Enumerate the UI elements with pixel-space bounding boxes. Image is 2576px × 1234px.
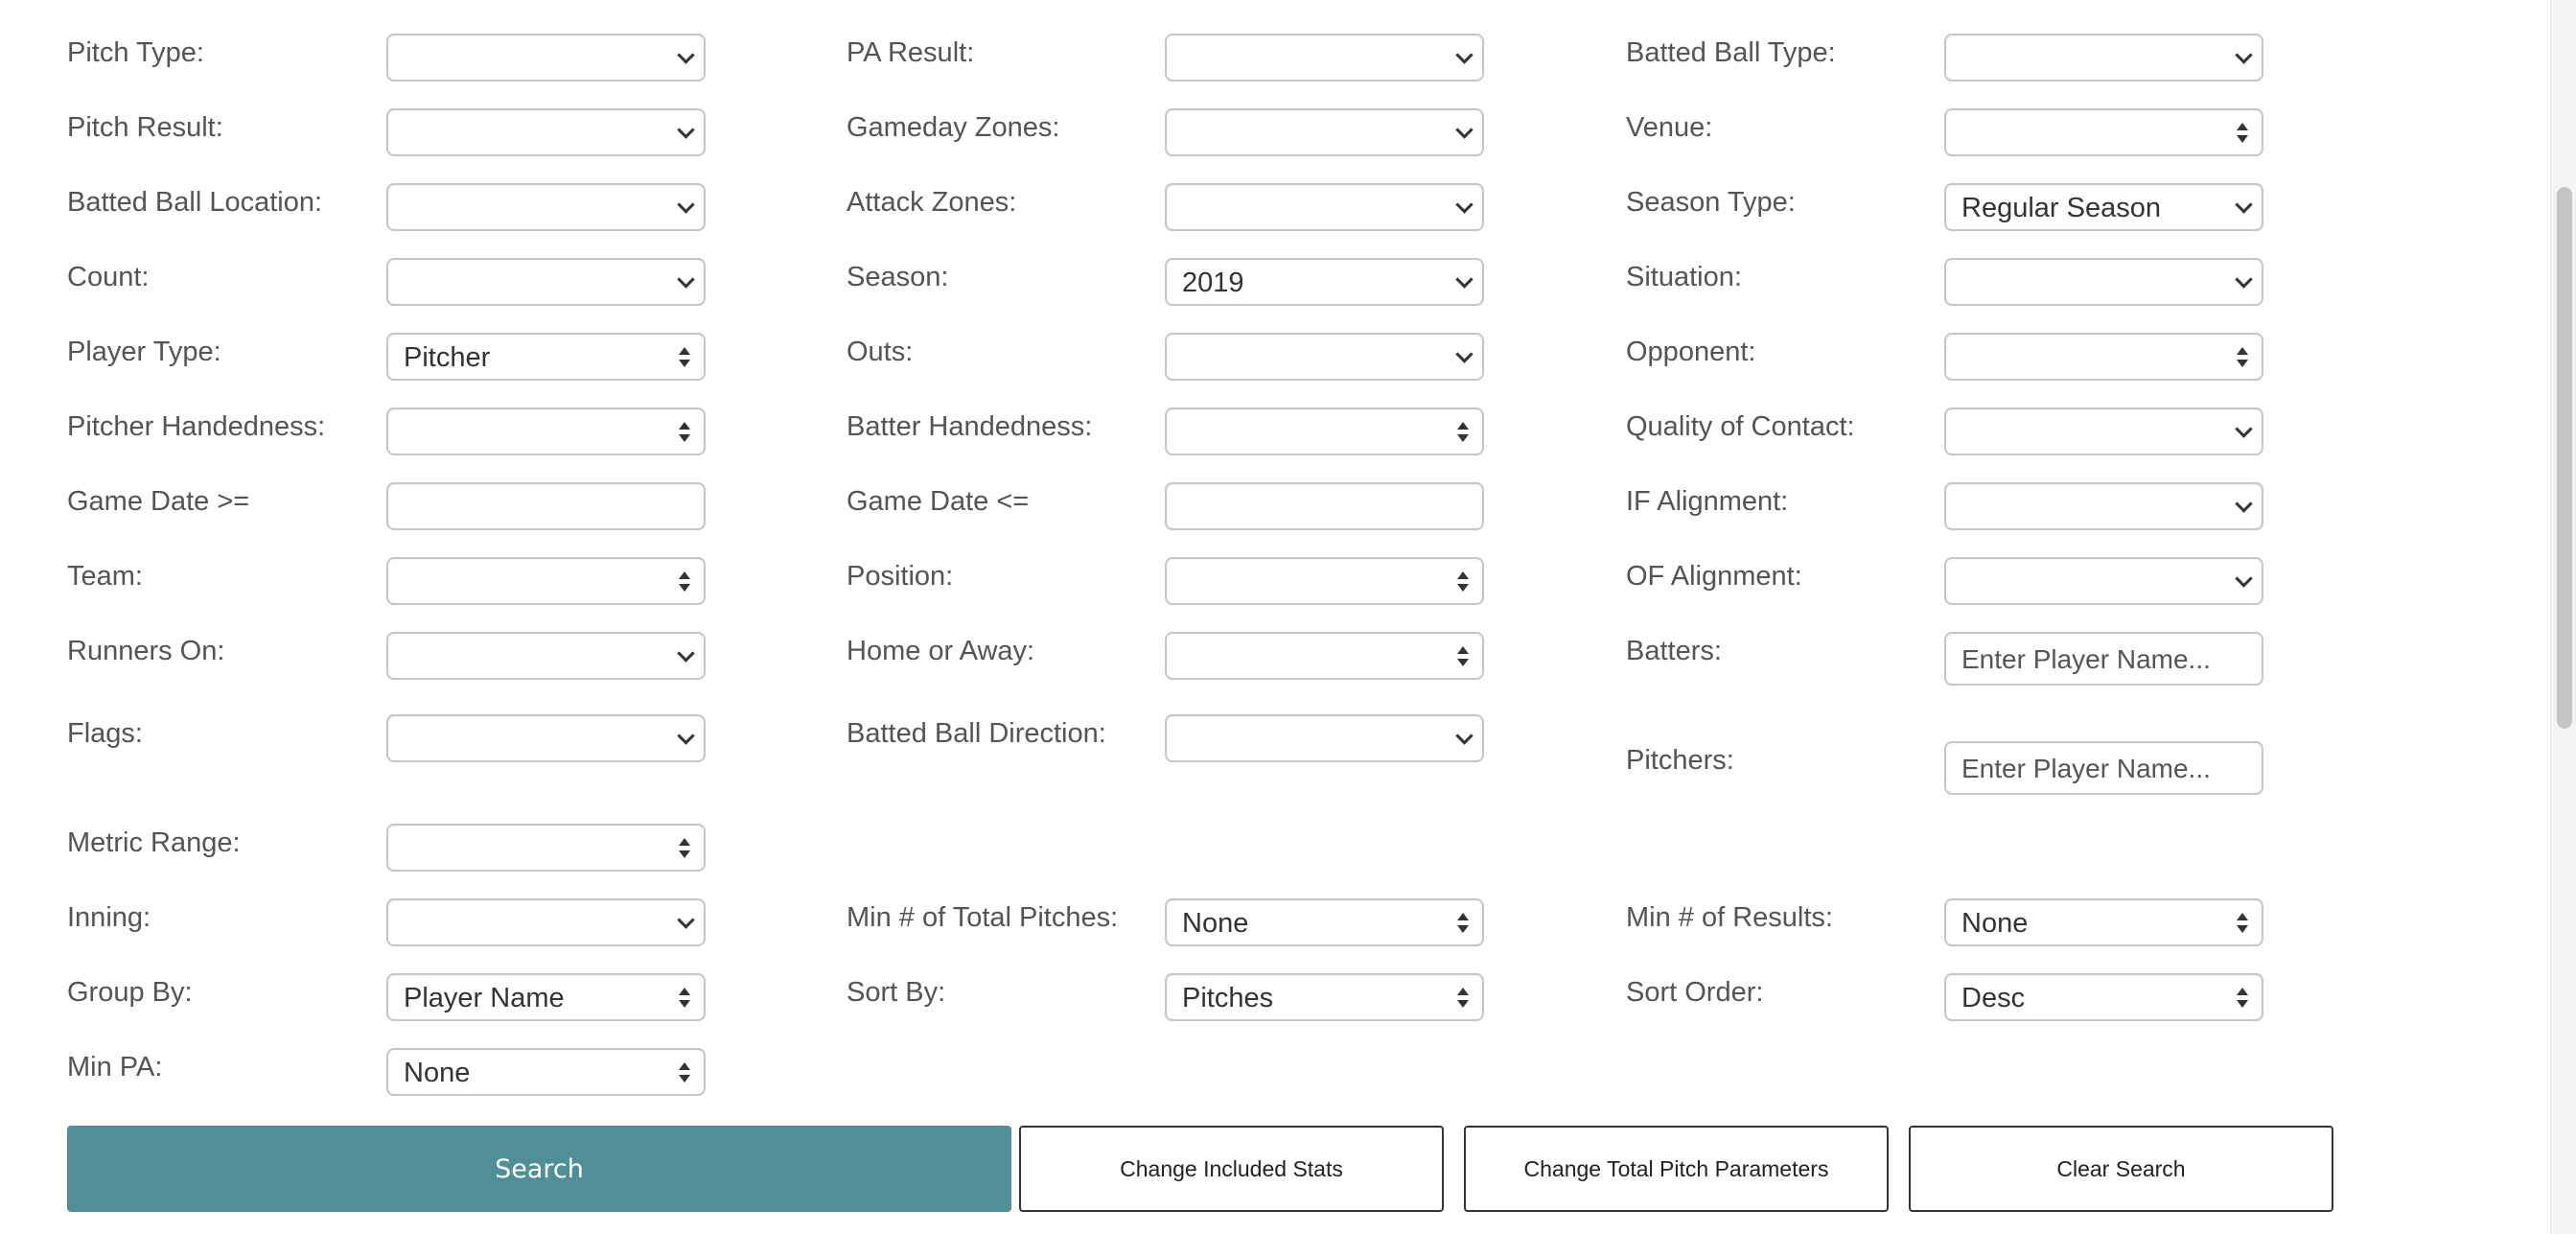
if-alignment-label: IF Alignment: — [1626, 486, 1789, 517]
chevron-down-icon — [2235, 270, 2252, 288]
of-alignment-label: OF Alignment: — [1626, 561, 1802, 592]
min-total-pitches-select[interactable]: None — [1165, 898, 1484, 946]
sort-arrows-icon — [679, 1062, 692, 1085]
pa-result-label: PA Result: — [847, 37, 975, 68]
chevron-down-icon — [677, 911, 694, 928]
min-total-pitches-label: Min # of Total Pitches: — [847, 902, 1119, 933]
chevron-down-icon — [2235, 420, 2252, 437]
game-date-gte-label: Game Date >= — [67, 486, 250, 517]
chevron-down-icon — [2235, 570, 2252, 587]
min-results-label: Min # of Results: — [1626, 902, 1833, 933]
sort-order-label: Sort Order: — [1626, 977, 1764, 1008]
pitch-type-select[interactable] — [386, 34, 706, 81]
batters-input[interactable]: Enter Player Name... — [1944, 632, 2263, 686]
runners-on-select[interactable] — [386, 632, 706, 680]
pitchers-label: Pitchers: — [1626, 745, 1734, 776]
sort-arrows-icon — [1457, 422, 1471, 445]
gameday-zones-label: Gameday Zones: — [847, 112, 1060, 143]
batted-ball-location-select[interactable] — [386, 183, 706, 231]
chevron-down-icon — [677, 727, 694, 744]
chevron-down-icon — [677, 196, 694, 213]
pitch-result-label: Pitch Result: — [67, 112, 223, 143]
season-type-select[interactable]: Regular Season — [1944, 183, 2263, 231]
vertical-scrollbar[interactable] — [2550, 0, 2576, 1234]
sort-arrows-icon — [1457, 913, 1471, 936]
season-select[interactable]: 2019 — [1165, 258, 1484, 306]
sort-arrows-icon — [679, 838, 692, 861]
player-type-label: Player Type: — [67, 337, 221, 367]
batted-ball-type-select[interactable] — [1944, 34, 2263, 81]
batted-ball-direction-label: Batted Ball Direction: — [847, 718, 1106, 749]
situation-select[interactable] — [1944, 258, 2263, 306]
position-label: Position: — [847, 561, 954, 592]
group-by-label: Group By: — [67, 977, 193, 1008]
player-type-select[interactable]: Pitcher — [386, 333, 706, 381]
chevron-down-icon — [2235, 46, 2252, 63]
team-label: Team: — [67, 561, 143, 592]
gameday-zones-select[interactable] — [1165, 108, 1484, 156]
chevron-down-icon — [1455, 270, 1473, 288]
quality-of-contact-label: Quality of Contact: — [1626, 411, 1855, 442]
metric-range-select[interactable] — [386, 824, 706, 872]
chevron-down-icon — [677, 644, 694, 662]
group-by-select[interactable]: Player Name — [386, 973, 706, 1021]
home-or-away-label: Home or Away: — [847, 636, 1035, 666]
sort-arrows-icon — [679, 347, 692, 370]
inning-select[interactable] — [386, 898, 706, 946]
game-date-lte-label: Game Date <= — [847, 486, 1030, 517]
opponent-select[interactable] — [1944, 333, 2263, 381]
sort-order-select[interactable]: Desc — [1944, 973, 2263, 1021]
sort-arrows-icon — [2237, 988, 2250, 1011]
chevron-down-icon — [1455, 196, 1473, 213]
batted-ball-type-label: Batted Ball Type: — [1626, 37, 1836, 68]
quality-of-contact-select[interactable] — [1944, 407, 2263, 455]
search-button[interactable]: Search — [67, 1126, 1011, 1212]
inning-label: Inning: — [67, 902, 151, 933]
chevron-down-icon — [1455, 345, 1473, 362]
sort-arrows-icon — [1457, 571, 1471, 594]
chevron-down-icon — [1455, 727, 1473, 744]
position-select[interactable] — [1165, 557, 1484, 605]
change-included-stats-button[interactable]: Change Included Stats — [1019, 1126, 1444, 1212]
home-or-away-select[interactable] — [1165, 632, 1484, 680]
opponent-label: Opponent: — [1626, 337, 1756, 367]
sort-arrows-icon — [679, 571, 692, 594]
team-select[interactable] — [386, 557, 706, 605]
pa-result-select[interactable] — [1165, 34, 1484, 81]
if-alignment-select[interactable] — [1944, 482, 2263, 530]
count-label: Count: — [67, 262, 150, 292]
batted-ball-location-label: Batted Ball Location: — [67, 187, 323, 218]
count-select[interactable] — [386, 258, 706, 306]
situation-label: Situation: — [1626, 262, 1742, 292]
attack-zones-label: Attack Zones: — [847, 187, 1017, 218]
batter-handedness-select[interactable] — [1165, 407, 1484, 455]
metric-range-label: Metric Range: — [67, 827, 241, 858]
outs-label: Outs: — [847, 337, 914, 367]
chevron-down-icon — [2235, 495, 2252, 512]
chevron-down-icon — [1455, 46, 1473, 63]
sort-arrows-icon — [679, 988, 692, 1011]
sort-arrows-icon — [2237, 913, 2250, 936]
of-alignment-select[interactable] — [1944, 557, 2263, 605]
game-date-lte-input[interactable] — [1165, 482, 1484, 530]
pitch-result-select[interactable] — [386, 108, 706, 156]
venue-label: Venue: — [1626, 112, 1713, 143]
sort-by-label: Sort By: — [847, 977, 946, 1008]
sort-arrows-icon — [2237, 347, 2250, 370]
sort-arrows-icon — [1457, 646, 1471, 669]
flags-select[interactable] — [386, 714, 706, 762]
pitchers-input[interactable]: Enter Player Name... — [1944, 741, 2263, 795]
sort-arrows-icon — [679, 422, 692, 445]
runners-on-label: Runners On: — [67, 636, 225, 666]
season-label: Season: — [847, 262, 949, 292]
chevron-down-icon — [677, 270, 694, 288]
chevron-down-icon — [677, 121, 694, 138]
scrollbar-thumb[interactable] — [2557, 187, 2572, 729]
chevron-down-icon — [1455, 121, 1473, 138]
chevron-down-icon — [677, 46, 694, 63]
min-pa-label: Min PA: — [67, 1052, 163, 1083]
chevron-down-icon — [2235, 196, 2252, 213]
pitcher-handedness-label: Pitcher Handedness: — [67, 411, 326, 442]
sort-arrows-icon — [2237, 123, 2250, 146]
min-pa-select[interactable]: None — [386, 1048, 706, 1096]
sort-arrows-icon — [1457, 988, 1471, 1011]
min-results-select[interactable]: None — [1944, 898, 2263, 946]
pitch-type-label: Pitch Type: — [67, 37, 204, 68]
batted-ball-direction-select[interactable] — [1165, 714, 1484, 762]
batters-label: Batters: — [1626, 636, 1722, 666]
attack-zones-select[interactable] — [1165, 183, 1484, 231]
venue-select[interactable] — [1944, 108, 2263, 156]
clear-search-button[interactable]: Clear Search — [1909, 1126, 2333, 1212]
flags-label: Flags: — [67, 718, 143, 749]
season-type-label: Season Type: — [1626, 187, 1796, 218]
change-total-pitch-parameters-button[interactable]: Change Total Pitch Parameters — [1464, 1126, 1889, 1212]
batter-handedness-label: Batter Handedness: — [847, 411, 1093, 442]
pitcher-handedness-select[interactable] — [386, 407, 706, 455]
outs-select[interactable] — [1165, 333, 1484, 381]
sort-by-select[interactable]: Pitches — [1165, 973, 1484, 1021]
game-date-gte-input[interactable] — [386, 482, 706, 530]
